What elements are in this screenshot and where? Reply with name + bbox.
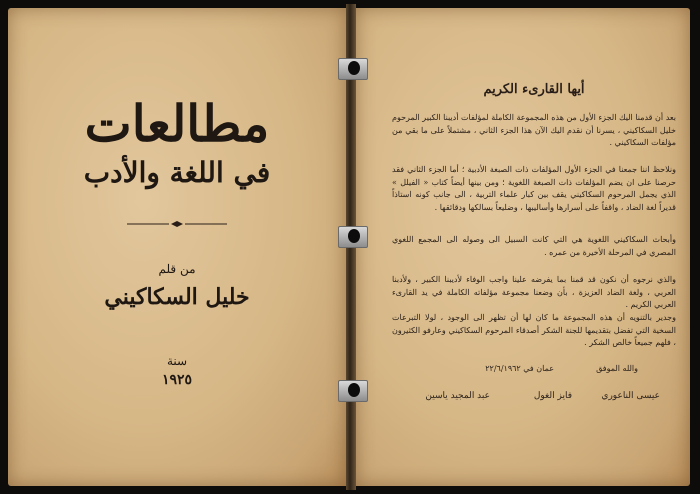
preface-paragraph: والذي نرجوه أن نكون قد قمنا بما يفرضه علينا واجب الوفاء لأديبنا الكبير ، ولأدبنا العربي ، ولغة الضاد العزيزة ، بأن وضعنا مجموعة مؤلفاته الكاملة في يد القارىء العربي الكريم .	[392, 275, 676, 310]
preface-paragraph: وأبحاث السكاكيني اللغوية هي التي كانت السبيل الى وصوله الى المجمع اللغوي المصري في المرحلة الأخيرة من عمره .	[392, 235, 676, 257]
byline-label: من قلم	[158, 262, 196, 276]
signatory-name: عبد المجيد ياسين	[425, 391, 490, 401]
binding-staple	[334, 374, 370, 408]
year-label: سنة	[166, 354, 188, 368]
preface-paragraph: بعد أن قدمنا اليك الجزء الأول من هذه المجموعة الكاملة لمؤلفات أديبنا الكبير المرحوم خليل السكاكيني ، يسرنا أن نقدم اليك الآن هذا الجزء الثاني ، مشتملاً على ما بقي من مؤلفات السكاكيني .	[392, 113, 676, 148]
book-title: مطالعات	[84, 94, 270, 153]
preface-date: عمان في ٢٢/٦/١٩٦٢	[485, 364, 554, 373]
title-page	[8, 8, 346, 486]
publication-year: ١٩٢٥	[161, 372, 193, 388]
preface-heading: أيها القارىء الكريم	[483, 82, 585, 97]
preface-paragraph: ونلاحظ اننا جمعنا في الجزء الأول المؤلفات ذات الصبغة الأدبية ؛ أما الجزء الثاني فقد حرصنا على ان يضم المؤلفات ذات الصبغة اللغوية ؛ ومن بينها أيضاً كتاب « الفيلل » الذي يجمل المرحوم السكاكيني يقف بين كبار علماء التربية ، الى جانب كونه استاذاً قديراً لغة الضاد ، واقفاً على أسرارها وأساليبها ، وضليعاً بسالكها ودقائقها .	[392, 165, 676, 212]
preface-page	[356, 8, 690, 486]
binding-staple	[334, 52, 370, 86]
ornament-divider	[127, 220, 227, 228]
author-name: خليل السكاكيني	[104, 284, 250, 310]
signatory-name: فايز الغول	[533, 391, 572, 401]
preface-paragraph: وجدير بالتنويه أن هذه المجموعة ما كان لها أن تظهر الى الوجود ، لولا التبرعات السخية التي تفضل بتقديمها للجنة الشكر أصدقاء المرحوم السكاكيني وعارفو الكثيرون ، فلهم جميعاً خالص الشكر .	[392, 313, 676, 348]
book-subtitle: في اللغة والأدب	[83, 156, 271, 189]
signatory-name: عيسى الناعوري	[601, 391, 660, 401]
closing-line: والله الموفق	[596, 364, 638, 373]
binding-staple	[334, 220, 370, 254]
